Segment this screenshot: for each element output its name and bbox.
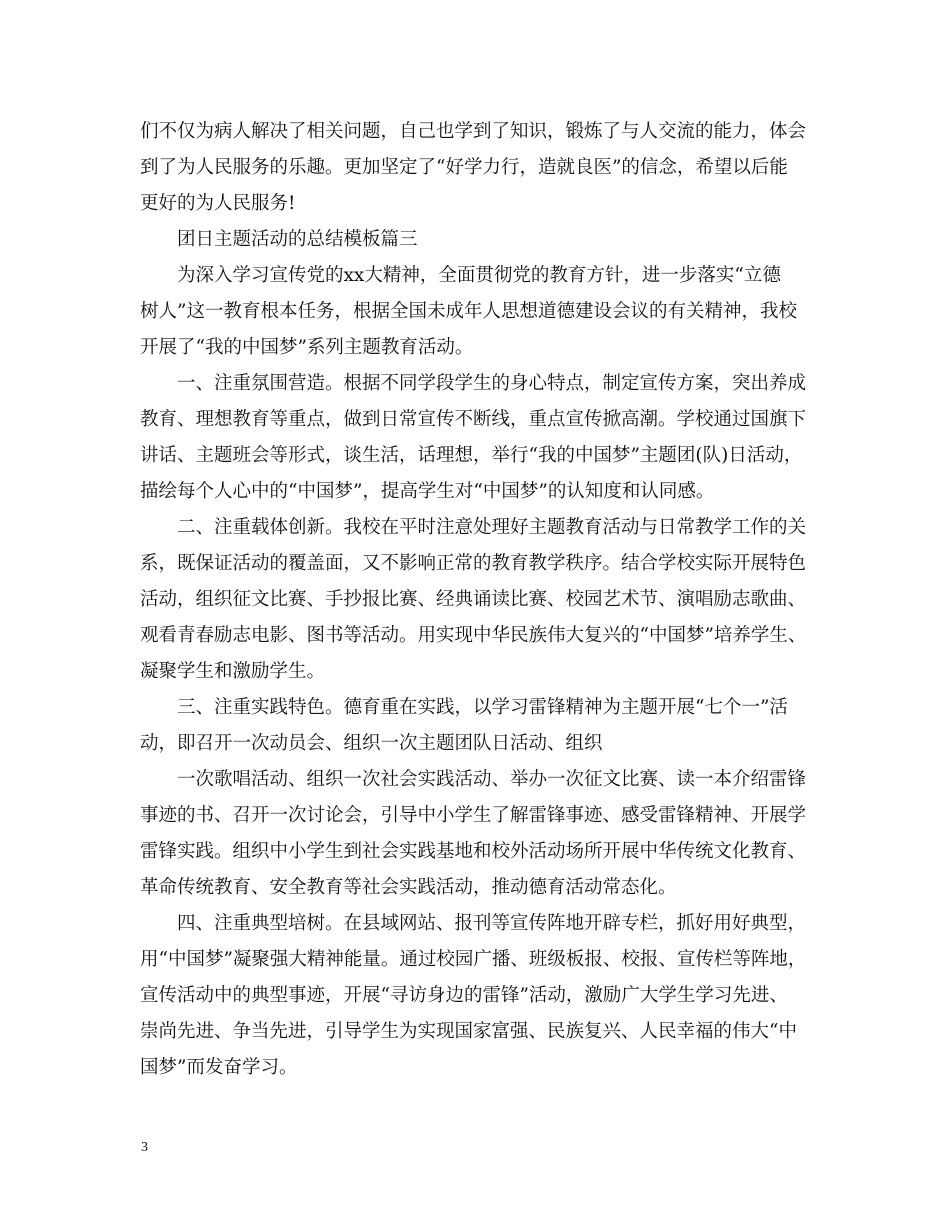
body-text-line: 为深入学习宣传党的xx大精神，全面贯彻党的教育方针，进一步落实“立德 <box>177 265 781 286</box>
body-text-line: 教育、理想教育等重点，做到日常宣传不断线，重点宣传掀高潮。学校通过国旗下 <box>140 409 807 430</box>
body-text-line: 宣传活动中的典型事迹，开展“寻访身边的雷锋”活动，激励广大学生学习先进、 <box>140 985 788 1006</box>
body-text-line: 活动，组织征文比赛、手抄报比赛、经典诵读比赛、校园艺术节、演唱励志歌曲、 <box>140 589 807 610</box>
body-text-line: 雷锋实践。组织中小学生到社会实践基地和校外活动场所开展中华传统文化教育、 <box>140 841 807 862</box>
body-text-line: 到了为人民服务的乐趣。更加坚定了“好学力行，造就良医”的信念，希望以后能 <box>140 157 788 178</box>
body-text-line: 三、注重实践特色。德育重在实践，以学习雷锋精神为主题开展“七个一”活 <box>177 697 788 718</box>
body-text-line: 四、注重典型培树。在县域网站、报刊等宣传阵地开辟专栏，抓好用好典型， <box>177 913 807 934</box>
body-text-line: 开展了“我的中国梦”系列主题教育活动。 <box>140 337 474 358</box>
body-text-line: 更好的为人民服务! <box>140 193 296 214</box>
body-text-line: 一、注重氛围营造。根据不同学段学生的身心特点，制定宣传方案，突出养成 <box>177 373 807 394</box>
body-text-line: 用“中国梦”凝聚强大精神能量。通过校园广播、班级板报、校报、宣传栏等阵地， <box>140 949 807 970</box>
body-text-line: 革命传统教育、安全教育等社会实践活动，推动德育活动常态化。 <box>140 877 677 898</box>
body-text-line: 事迹的书、召开一次讨论会，引导中小学生了解雷锋事迹、感受雷锋精神、开展学 <box>140 805 807 826</box>
body-text-line: 崇尚先进、争当先进，引导学生为实现国家富强、民族复兴、人民幸福的伟大“中 <box>140 1021 797 1042</box>
body-text-line: 动，即召开一次动员会、组织一次主题团队日活动、组织 <box>140 733 603 754</box>
page-number: 3 <box>141 1140 148 1155</box>
body-text-line: 二、注重载体创新。我校在平时注意处理好主题教育活动与日常教学工作的关 <box>177 517 807 538</box>
body-text-line: 讲话、主题班会等形式，谈生活，话理想，举行“我的中国梦”主题团(队)日活动， <box>140 445 803 466</box>
section-heading: 团日主题活动的总结模板篇三 <box>177 229 418 250</box>
body-text-line: 树人”这一教育根本任务，根据全国未成年人思想道德建设会议的有关精神，我校 <box>140 301 797 322</box>
body-text-line: 一次歌唱活动、组织一次社会实践活动、举办一次征文比赛、读一本介绍雷锋 <box>177 769 807 790</box>
body-text-line: 国梦”而发奋学习。 <box>140 1057 298 1078</box>
body-text-line: 凝聚学生和激励学生。 <box>140 661 326 682</box>
body-text-line: 描绘每个人心中的“中国梦”，提高学生对“中国梦”的认知度和认同感。 <box>140 481 715 502</box>
body-text-line: 系，既保证活动的覆盖面，又不影响正常的教育教学秩序。结合学校实际开展特色 <box>140 553 807 574</box>
body-text-line: 们不仅为病人解决了相关问题，自己也学到了知识，锻炼了与人交流的能力，体会 <box>140 121 807 142</box>
body-text-line: 观看青春励志电影、图书等活动。用实现中华民族伟大复兴的“中国梦”培养学生、 <box>140 625 807 646</box>
